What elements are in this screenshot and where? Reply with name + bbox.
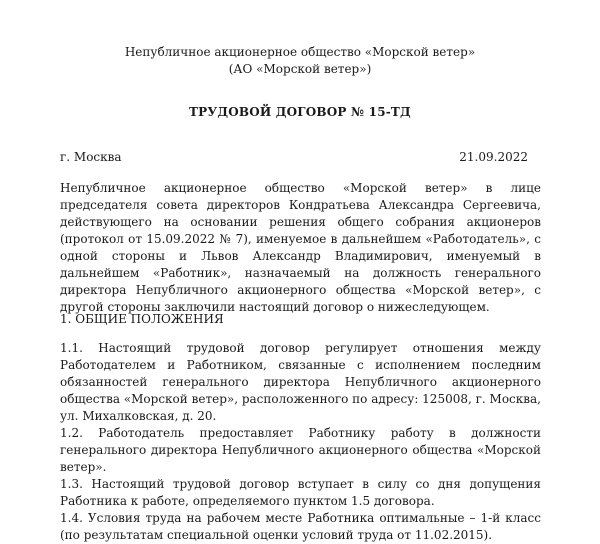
clause-1-3: 1.3. Настоящий трудовой договор вступает в силу со дня допущения Работника к работе, определяемого пунктом 1.5 договора. — [60, 477, 541, 508]
place-date-line — [60, 150, 528, 167]
clause-1-2: 1.2. Работодатель предоставляет Работнику работу в должности генерального директора Непубличного акционерного общества «Морской ветер». — [60, 426, 541, 474]
clause-1-1: 1.1. Настоящий трудовой договор регулирует отношения между Работодателем и Работником, связанные с исполнением последним обязанностей генерального директора Непубличного акционерного общества «Морской ветер», расположенного по адресу: 125008, г. Москва, ул. Михалковская, д. 20. — [60, 341, 541, 423]
organization-full-name: Непубличное акционерное общество «Морской ветер» — [124, 45, 476, 59]
document-date: 21.09.2022 — [459, 150, 528, 164]
clause-1-4: 1.4. Условия труда на рабочем месте Работника оптимальные – 1-й класс (по результатам специальной оценки условий труда от 11.02.2015). — [60, 511, 541, 542]
document-title: ТРУДОВОЙ ДОГОВОР № 15-ТД — [189, 105, 411, 119]
organization-header — [0, 44, 600, 78]
contract-preamble: Непубличное акционерное общество «Морской ветер» в лице председателя совета директоров Кондратьева Александра Сергеевича, действующего на основании решения общего собрания акционеров (протокол от 15.09.2022 № 7), именуемое в дальнейшем «Работодатель», с одной стороны и Львов Александр Владимирович, именуемый в дальнейшем «Работник», назначаемый на должность генерального директора Непубличного акционерного общества «Морской ветер», с другой стороны заключили настоящий договор о нижеследующем. — [60, 181, 541, 314]
document-place: г. Москва — [60, 150, 122, 164]
organization-short-name: (АО «Морской ветер») — [228, 62, 372, 76]
section-heading-general-provisions: 1. ОБЩИЕ ПОЛОЖЕНИЯ — [60, 312, 224, 326]
section-clauses — [60, 340, 541, 544]
